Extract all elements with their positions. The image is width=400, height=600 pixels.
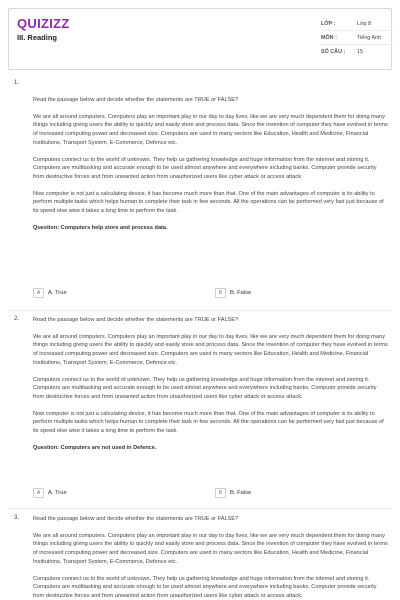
meta-key: SỐ CÂU : (321, 49, 346, 55)
question-body (33, 96, 388, 240)
divider (8, 310, 392, 311)
quiz-meta-table (321, 17, 393, 59)
instruction: Read the passage below and decide whether the statements are TRUE or FALSE? (33, 516, 239, 522)
option-label: B. False (230, 490, 252, 496)
passage-paragraph: Now computer is not just a calculating device, it has become much more than that. One of the main advantages of computer is its ability to perform multiple tasks which helps human to complete their task in few seconds. All the operations can be performed very fast just because of its speed else wise it takes a long time to perform the task. (33, 410, 384, 435)
passage-paragraph: Computers connect us to the world of unknown. They help us gathering knowledge and huge information from the internet and storing it. Computers are multitasking and accurate enough to be used almost anywhere and everywhere including banks. Computer provide security from destructive forces and from unwanted action from unauthorized users like cyber attack or access attack. (33, 156, 377, 180)
question-body (33, 515, 388, 600)
passage-paragraph: We are all around computers. Computers play an important play in our day to day lives, like we are very much dependent them for doing many things including giving users the ability to quickly and easily store and process data. Since the invention of computer they have evolved in terms of increased computing power and decreased size. Computers are used in many sectors like Education, Health and Medicine, Financial Institutions, Transport System, E-Commerce, Defence etc. (33, 113, 388, 146)
instruction: Read the passage below and decide whether the statements are TRUE or FALSE? (33, 97, 239, 103)
section-title: III. Reading (17, 33, 58, 42)
question-number: 2. (14, 316, 20, 322)
passage-paragraph: We are all around computers. Computers play an important play in our day to day lives, like we are very much dependent them for doing many things including giving users the ability to quickly and easily store and process data. Since the invention of computer they have evolved in terms of increased computing power and decreased size. Computers are used in many sectors like Education, Health and Medicine, Financial Institutions, Transport System, E-Commerce, Defence etc. (33, 333, 388, 366)
quizizz-logo: QUIZIZZ (17, 16, 70, 31)
meta-key: MÔN : (321, 34, 337, 41)
meta-value: Lớp 8 (357, 20, 372, 27)
option-letter: A (33, 488, 44, 498)
passage-paragraph: Computers connect us to the world of unknown. They help us gathering knowledge and huge information from the internet and storing it. Computers are multitasking and accurate enough to be used almost anywhere and everywhere including banks. Computer provide security from destructive forces and from unwanted action from unauthorized users like cyber attack or access attack. (33, 376, 377, 400)
passage-paragraph: Computers connect us to the world of unknown. They help us gathering knowledge and huge information from the internet and storing it. Computers are multitasking and accurate enough to be used almost anywhere and everywhere including banks. Computer provide security from destructive forces and from unwanted action from unauthorized users like cyber attack or access attack. (33, 575, 377, 599)
meta-row-grade (321, 17, 393, 31)
divider (8, 508, 392, 509)
question-body (33, 316, 388, 460)
quiz-header (8, 8, 392, 70)
meta-key: LỚP : (321, 20, 336, 27)
question-number: 1. (14, 80, 20, 86)
option-a[interactable] (33, 488, 67, 498)
option-letter: B (215, 488, 226, 498)
passage-paragraph: Now computer is not just a calculating device, it has become much more than that. One of the main advantages of computer is its ability to perform multiple tasks which helps human to complete their task in few seconds. All the operations can be performed very fast just because of its speed else wise it takes a long time to perform the task. (33, 190, 384, 215)
option-letter: B (215, 288, 226, 298)
passage-paragraph: We are all around computers. Computers play an important play in our day to day lives, like we are very much dependent them for doing many things including giving users the ability to quickly and easily store and process data. Since the invention of computer they have evolved in terms of increased computing power and decreased size. Computers are used in many sectors like Education, Health and Medicine, Financial Institutions, Transport System, E-Commerce, Defence etc. (33, 532, 388, 565)
option-a[interactable] (33, 288, 67, 298)
option-label: A. True (48, 290, 67, 296)
option-label: B. False (230, 290, 252, 296)
question-prompt: Question: Computers are not used in Defence. (33, 444, 157, 451)
meta-value: 15 (357, 49, 363, 55)
question-prompt: Question: Computers help store and process data. (33, 224, 168, 231)
option-label: A. True (48, 490, 67, 496)
option-b[interactable] (215, 488, 251, 498)
instruction: Read the passage below and decide whether the statements are TRUE or FALSE? (33, 317, 239, 323)
meta-row-count (321, 45, 393, 59)
meta-value: Tiếng Anh (357, 34, 382, 41)
option-letter: A (33, 288, 44, 298)
question-number: 3. (14, 515, 20, 521)
meta-row-subject (321, 31, 393, 45)
option-b[interactable] (215, 288, 251, 298)
